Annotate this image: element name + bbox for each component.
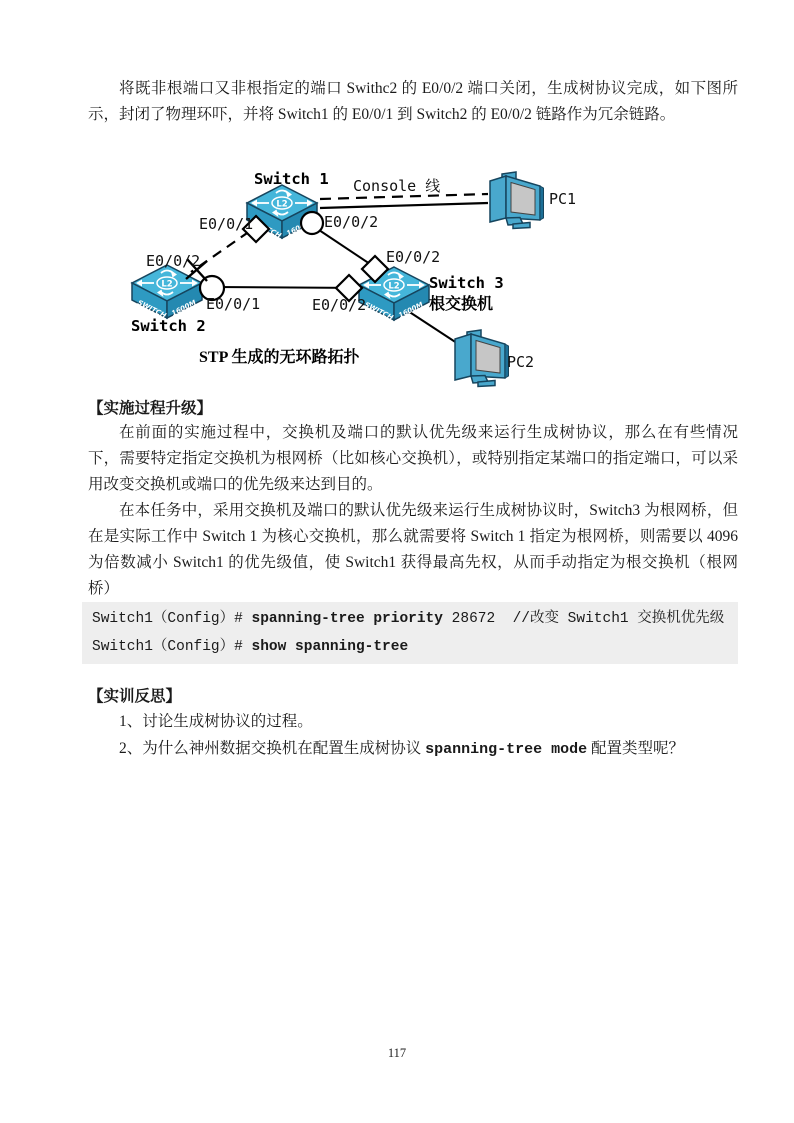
section-heading-reflect: 【实训反思】 <box>88 688 182 705</box>
upgrade-paragraph-1: 在前面的实施过程中，交换机及端口的默认优先级来运行生成树协议，那么在有些情况下，需要特定指定交换机为根网桥（比如核心交换机），或特别指定某端口的指定端口，可以采用改变交换机或端口的优先级来达到目的。 <box>88 424 738 493</box>
reflection-item-2-text: 2、为什么神州数据交换机在配置生成树协议 <box>119 740 426 757</box>
switch2-label: Switch 2 <box>131 317 206 335</box>
code-line-2-prompt: Switch1（Config）# <box>92 639 252 655</box>
code-line-1 <box>92 605 728 633</box>
reflection-item-2-keyword: spanning-tree mode <box>425 741 588 758</box>
switch3-label: Switch 3 <box>429 274 504 292</box>
cli-code-block <box>82 602 738 664</box>
reflection-item-2-tail: 配置类型呢？ <box>587 740 685 757</box>
pc2-label: PC2 <box>507 353 535 371</box>
reflection-item-2 <box>88 735 738 763</box>
pc1-icon <box>490 172 544 229</box>
main-text-column <box>88 398 738 763</box>
diagram-caption: STP 生成的无环路拓扑 <box>199 349 360 366</box>
switch3-sublabel: 根交换机 <box>429 296 494 313</box>
network-topology-diagram: 1600M Switch 1 Switch 2 Switch 3 根交换机 PC1 PC2 Console 线 E0/0/1 E0/0/2 E0/0/2 E0/0/1 E0/0/2 E0/0/2 STP 生成的无环路拓扑 <box>80 160 680 400</box>
link-console-solid <box>320 203 488 208</box>
code-line-2-command: show spanning-tree <box>251 639 409 655</box>
switch1-label: Switch 1 <box>254 170 329 188</box>
port-label-sw1-e002: E0/0/2 <box>324 213 379 231</box>
upgrade-paragraph-2: 在本任务中，采用交换机及端口的默认优先级来运行生成树协议时，Switch3 为根网桥，但在是实际工作中 Switch 1 为核心交换机，那么就需要将 Switch 1 指定为根网桥，则需要以 4096 为倍数减小 Switch1 的优先级值，使 Switch1 获得最高先权，从而手动指定为根交换机（根网桥） <box>88 502 738 597</box>
page-number: 117 <box>387 1046 407 1060</box>
port-label-sw3-e002-top: E0/0/2 <box>386 248 441 266</box>
root-port-circle-sw1 <box>301 212 323 234</box>
intro-paragraph: 将既非根端口又非根指定的端口 Swithc2 的 E0/0/2 端口关闭，生成树协议完成，如下图所示，封闭了物理环吓，并将 Switch1 的 E0/0/1 到 Switch2 的 E0/0/2 链路作为冗余链路。 <box>88 80 738 123</box>
port-label-sw1-e001: E0/0/1 <box>199 215 254 233</box>
code-line-1-prompt: Switch1（Config）# <box>92 611 252 627</box>
reflection-item-1: 1、讨论生成树协议的过程。 <box>119 713 313 730</box>
pc2-icon <box>455 330 509 387</box>
section-heading-upgrade: 【实施过程升级】 <box>88 400 213 417</box>
code-line-2 <box>92 633 728 661</box>
port-label-sw2-e002: E0/0/2 <box>146 252 201 270</box>
pc1-label: PC1 <box>549 190 577 208</box>
port-label-sw2-e001: E0/0/1 <box>206 295 261 313</box>
console-line-label: Console 线 <box>353 177 441 195</box>
code-line-1-args-comment: 28672 //改变 Switch1 交换机优先级 <box>442 611 725 627</box>
code-line-1-command: spanning-tree priority <box>251 611 443 627</box>
port-label-sw3-e002-left: E0/0/2 <box>312 296 367 314</box>
